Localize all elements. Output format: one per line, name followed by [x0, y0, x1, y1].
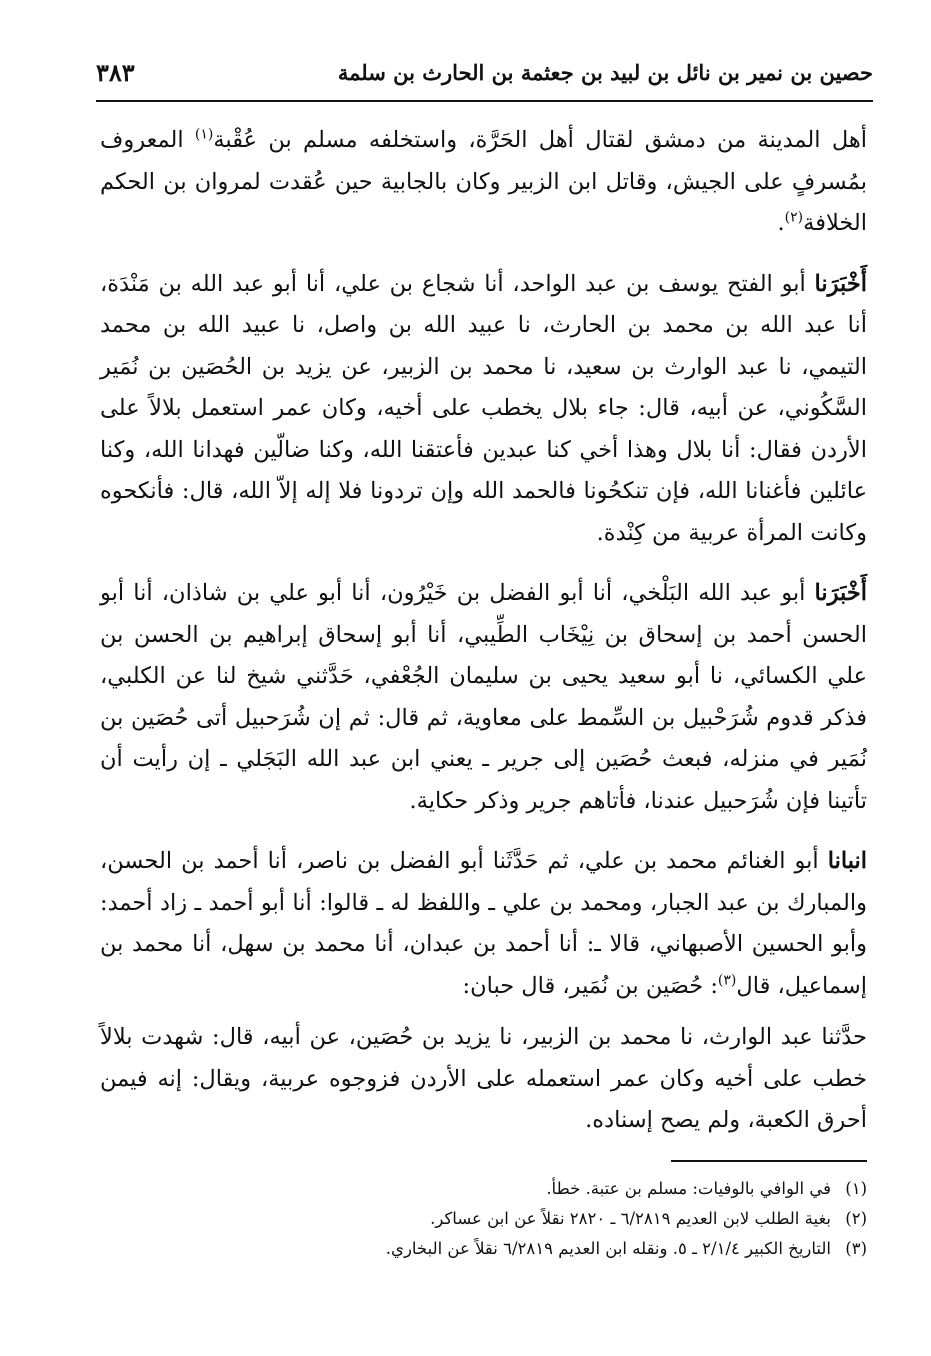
footnote-3-number: (٣) — [845, 1239, 867, 1258]
footnote-2-number: (٢) — [845, 1209, 867, 1228]
paragraph-4-text-b: : حُصَين بن نُمَير، قال حبان: — [462, 972, 718, 999]
footnote-1-text: في الوافي بالوفيات: مسلم بن عتبة. خطأ. — [546, 1179, 831, 1198]
paragraph-4-lead: انبانا — [827, 848, 867, 874]
footnote-2-text: بغية الطلب لابن العديم ٦/٢٨١٩ ـ ٢٨٢٠ نقلاً عن ابن عساكر. — [430, 1209, 831, 1228]
footnote-3 — [100, 1234, 867, 1264]
paragraph-5-text: حدَّثنا عبد الوارث، نا محمد بن الزبير، نا يزيد بن حُصَين، عن أبيه، قال: شهدت بلالاً خطب على أخيه وكان عمر استعمله على الأردن فزوجوه عربية، ويقال: إنه فيمن أحرق الكعبة، ولم يصح إسناده. — [100, 1024, 867, 1133]
page-number: ٣٨٣ — [96, 58, 135, 87]
paragraph-4 — [100, 841, 867, 1007]
footnote-1-number: (١) — [845, 1179, 867, 1198]
main-text — [100, 120, 867, 1142]
paragraph-3 — [100, 573, 867, 822]
paragraph-1 — [100, 120, 867, 245]
footnote-3-text: التاريخ الكبير ٢/١/٤ ـ ٥. ونقله ابن العديم ٦/٢٨١٩ نقلاً عن البخاري. — [385, 1239, 831, 1258]
header-title: حصين بن نمير بن نائل بن لبيد بن جعثمة بن الحارث بن سلمة — [337, 60, 873, 85]
running-header — [96, 52, 873, 102]
paragraph-2-text: أبو الفتح يوسف بن عبد الواحد، أنا شجاع بن علي، أنا أبو عبد الله بن مَنْدَة، أنا عبد الله بن محمد بن الحارث، نا عبيد الله بن واصل، نا عبيد الله بن محمد التيمي، نا عبد الوارث بن سعيد، نا محمد بن الزبير، عن يزيد بن الحُصَين بن نُمَير السَّكُوني، عن أبيه، قال: جاء بلال يخطب على أخيه، وكان عمر استعمل بلالاً على الأردن فقال: أنا بلال وهذا أخي كنا عبدين فأعتقنا الله، وكنا ضالّين فهدانا الله، وكنا عائلين فأغنانا الله، فإن تنكحُونا فالحمد الله وإن تردونا فلا إله إلاّ الله، قال: فأنكحوه وكانت المرأة عربية من كِنْدة. — [100, 270, 867, 546]
paragraph-1-text-c: . — [777, 210, 785, 236]
footnote-ref-3: (٣) — [717, 972, 737, 988]
footnote-separator — [671, 1160, 867, 1162]
paragraph-5 — [100, 1017, 867, 1142]
footnote-1 — [100, 1174, 867, 1204]
paragraph-4-text-a: أبو الغنائم محمد بن علي، ثم حَدَّثَنا أبو الفضل بن ناصر، أنا أحمد بن الحسن، والمبارك بن عبد الجبار، ومحمد بن علي ـ واللفظ له ـ قالوا: أنا أبو أحمد ـ زاد أحمد: وأبو الحسين الأصبهاني، قالا ـ: أنا أحمد بن عبدان، أنا محمد بن سهل، أنا محمد بن إسماعيل، قال — [100, 848, 867, 999]
paragraph-1-text-b: المعروف بمُسرفٍ على الجيش، وقاتل ابن الزبير وكان بالجابية حين عُقدت لمروان بن الحكم الخلافة — [100, 127, 867, 236]
footnotes — [100, 1174, 867, 1264]
paragraph-1-text-a: أهل المدينة من دمشق لقتال أهل الحَرَّة، واستخلفه مسلم بن عُقْبة — [213, 127, 867, 153]
footnote-2 — [100, 1204, 867, 1234]
paragraph-2-lead: أَخْبَرَنا — [814, 270, 867, 297]
paragraph-3-text: أبو عبد الله البَلْخي، أنا أبو الفضل بن خَيْرُون، أنا أبو علي بن شاذان، أنا أبو الحسن أحمد بن إسحاق بن نِيْخَاب الطِّيبي، أنا أبو إسحاق إبراهيم بن الحسن بن علي الكسائي، نا أبو سعيد يحيى بن سليمان الجُعْفي، حَدَّثني شيخ لنا عن الكلبي، فذكر قدوم شُرَحْبيل بن السِّمط على معاوية، ثم قال: ثم إن شُرَحبيل أتى حُصَين بن نُمَير في منزله، فبعث حُصَين إلى جرير ـ يعني ابن عبد الله البَجَلي ـ إن رأيت أن تأتينا فإن شُرَحبيل عندنا، فأتاهم جرير وذكر حكاية. — [100, 580, 867, 814]
paragraph-3-lead: أَخْبَرَنا — [814, 580, 867, 606]
paragraph-2 — [100, 264, 867, 555]
footnote-ref-1: (١) — [194, 126, 214, 143]
footnote-ref-2: (٢) — [784, 209, 804, 226]
